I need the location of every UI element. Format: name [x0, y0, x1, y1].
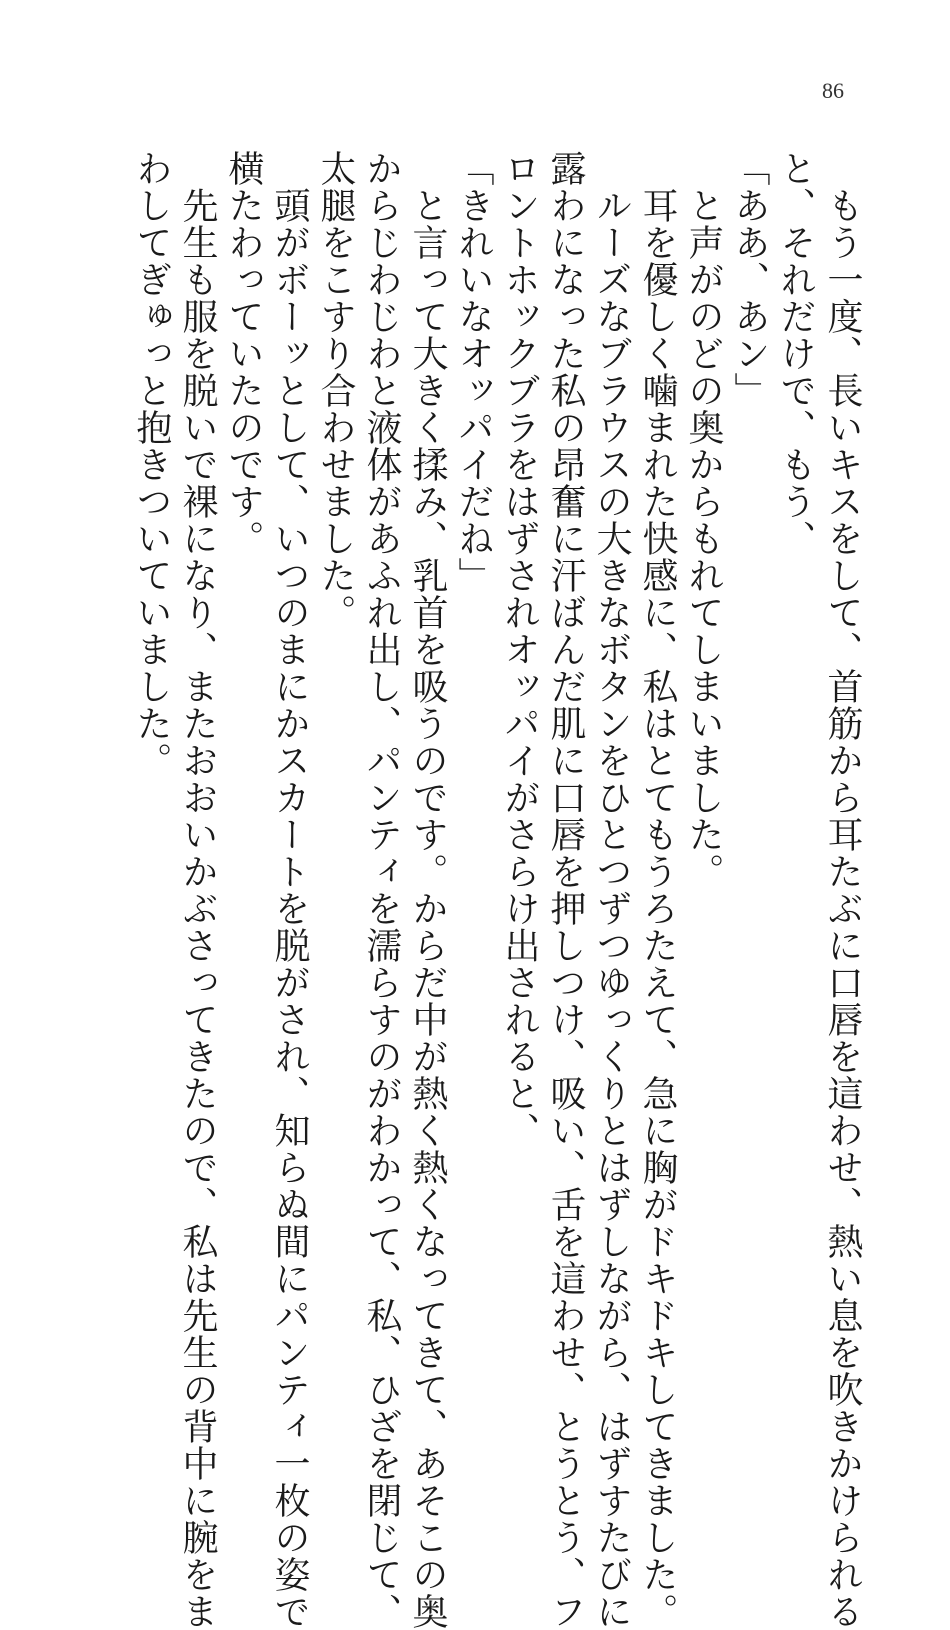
text-line-2: と、それだけで、もう、 [775, 150, 816, 557]
text-line-13: 頭がボーッとして、いつのまにかスカートを脱がされ、知らぬ間にパンティ一枚の姿で [269, 150, 310, 1630]
text-line-14: 横たわっていたのです。 [223, 150, 264, 557]
text-line-15: 先生も服を脱いで裸になり、またおおいかぶさってきたので、私は先生の背中に腕をま [177, 150, 218, 1630]
text-line-16: わしてぎゅっと抱きついていました。 [131, 150, 172, 779]
text-line-8: ロントホックブラをはずされオッパイがさらけ出されると、 [499, 150, 540, 1149]
text-line-5: 耳を優しく噛まれた快感に、私はとてもうろたえて、急に胸がドキドキしてきました。 [637, 150, 678, 1630]
text-line-1: もう一度、長いキスをして、首筋から耳たぶに口唇を這わせ、熱い息を吹きかけられる [822, 150, 863, 1630]
text-line-10: と言って大きく揉み、乳首を吸うのです。からだ中が熱く熱くなってきて、あそこの奥 [407, 150, 448, 1630]
text-line-4: と声がのどの奥からもれてしまいました。 [683, 150, 724, 890]
page-number: 86 [822, 78, 844, 103]
text-line-9: 「きれいなオッパイだね」 [453, 150, 494, 594]
text-line-7: 露わになった私の昂奮に汗ばんだ肌に口唇を押しつけ、吸い、舌を這わせ、とうとう、フ [545, 150, 586, 1630]
text-line-6: ルーズなブラウスの大きなボタンをひとつずつゆっくりとはずしながら、はずすたびに [591, 150, 632, 1630]
text-line-12: 太腿をこすり合わせました。 [315, 150, 356, 631]
text-line-3: 「ああ、あン」 [729, 150, 770, 409]
text-line-11: からじわじわと液体があふれ出し、パンティを濡らすのがわかって、私、ひざを閉じて、 [361, 150, 402, 1630]
